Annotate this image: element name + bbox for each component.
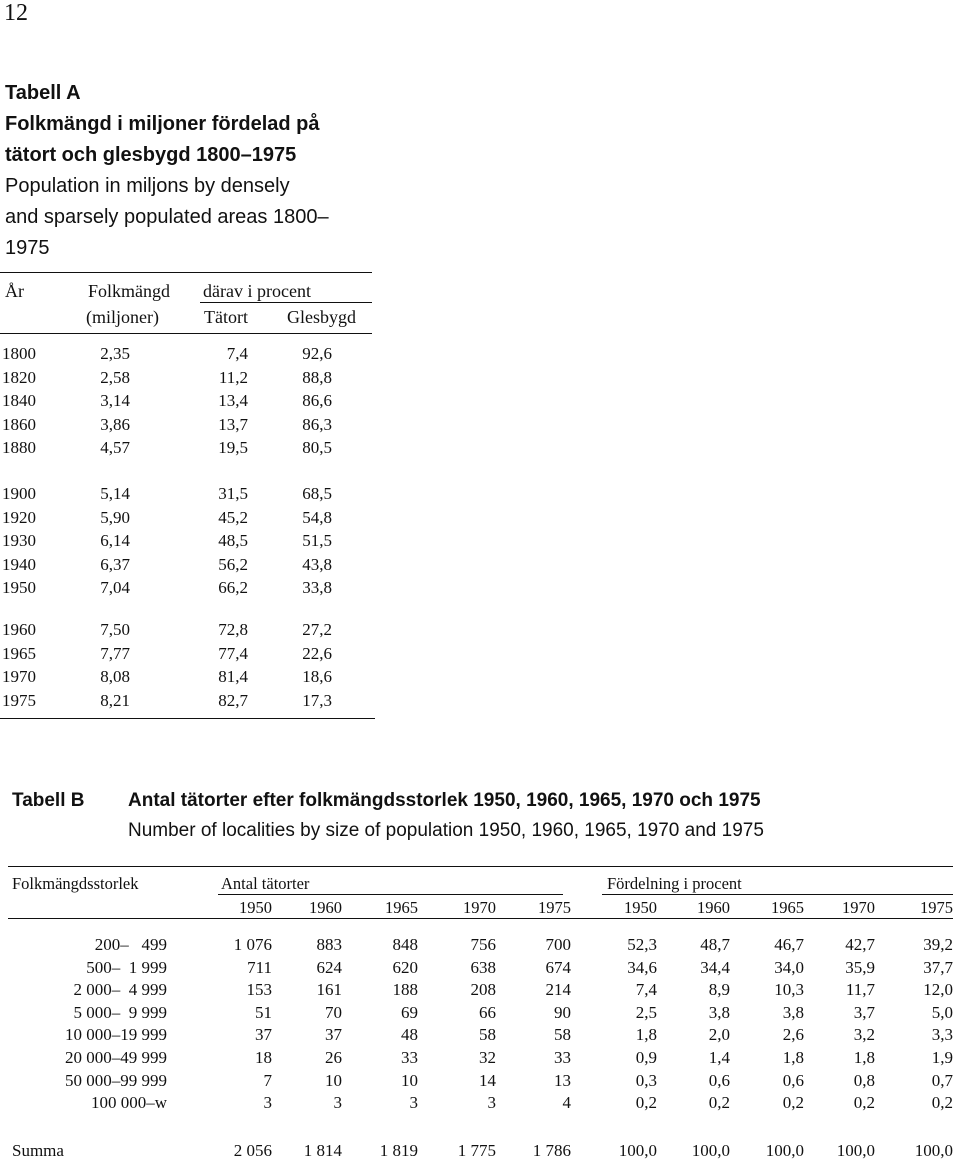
cell-population: 3,86 bbox=[100, 414, 130, 434]
cell-year: 1940 bbox=[2, 554, 36, 574]
header-share-group: Fördelning i procent bbox=[607, 874, 742, 893]
cell-count: 26 bbox=[325, 1048, 342, 1067]
cell-count: 208 bbox=[470, 980, 496, 1000]
header-percent-group: därav i procent bbox=[203, 281, 311, 301]
cell-population: 6,14 bbox=[100, 531, 130, 550]
table-a-group-rule bbox=[200, 302, 372, 303]
cell-urban: 81,4 bbox=[218, 667, 248, 686]
cell-share: 2,5 bbox=[635, 1002, 657, 1022]
table-b-header-rule bbox=[8, 918, 953, 919]
cell-share: 100,0 bbox=[691, 1141, 730, 1160]
cell-count: 37 bbox=[255, 1025, 272, 1045]
cell-share: 100,0 bbox=[914, 1141, 953, 1160]
row-size: 100 000–w bbox=[90, 1093, 167, 1113]
cell-population: 5,14 bbox=[100, 484, 130, 503]
table-b-title-sv: Antal tätorter efter folkmängdsstorlek 1950, 1960, 1965, 1970 och 1975 bbox=[128, 790, 761, 811]
cell-share: 2,0 bbox=[708, 1025, 730, 1045]
cell-year: 1960 bbox=[2, 620, 36, 639]
cell-count: 10 bbox=[325, 1070, 342, 1090]
cell-count: 620 bbox=[392, 957, 418, 977]
header-year-count: 1960 bbox=[309, 898, 342, 917]
cell-count: 3 bbox=[487, 1093, 496, 1113]
cell-share: 0,3 bbox=[635, 1070, 657, 1090]
cell-urban: 7,4 bbox=[226, 344, 248, 363]
cell-share: 100,0 bbox=[765, 1141, 804, 1160]
cell-population: 8,21 bbox=[100, 690, 130, 710]
table-a-title-sv: tätort och glesbygd 1800–1975 bbox=[5, 144, 297, 166]
cell-year: 1900 bbox=[2, 484, 36, 503]
cell-count: 3 bbox=[409, 1093, 418, 1113]
table-a-top-rule bbox=[0, 272, 372, 273]
header-rural: Glesbygd bbox=[287, 307, 356, 327]
cell-count: 32 bbox=[479, 1048, 496, 1067]
cell-share: 0,6 bbox=[708, 1070, 730, 1090]
cell-share: 3,3 bbox=[931, 1025, 953, 1045]
cell-rural: 33,8 bbox=[302, 578, 332, 597]
cell-share: 37,7 bbox=[923, 957, 953, 977]
row-size: 2 000– 4 999 bbox=[73, 980, 167, 1000]
header-population-unit: (miljoner) bbox=[86, 307, 159, 327]
cell-population: 4,57 bbox=[100, 438, 130, 457]
header-year-share: 1965 bbox=[771, 898, 804, 917]
page-number: 12 bbox=[4, 0, 28, 26]
cell-share: 34,0 bbox=[774, 957, 804, 977]
cell-count: 4 bbox=[562, 1093, 571, 1113]
table-b-label: Tabell B bbox=[12, 790, 85, 811]
cell-rural: 43,8 bbox=[302, 554, 332, 574]
cell-year: 1970 bbox=[2, 667, 36, 686]
cell-rural: 68,5 bbox=[302, 484, 332, 503]
cell-share: 2,6 bbox=[782, 1025, 804, 1045]
header-count-group: Antal tätorter bbox=[221, 874, 310, 893]
cell-count: 214 bbox=[545, 980, 571, 1000]
table-a-title-en: Population in miljons by densely bbox=[5, 175, 290, 197]
row-size: 10 000–19 999 bbox=[65, 1025, 167, 1045]
cell-share: 1,8 bbox=[782, 1048, 804, 1067]
table-a-title-en: 1975 bbox=[5, 237, 50, 259]
cell-count: 51 bbox=[255, 1002, 272, 1022]
cell-share: 11,7 bbox=[845, 980, 875, 1000]
cell-count: 161 bbox=[316, 980, 342, 1000]
cell-rural: 86,3 bbox=[302, 414, 332, 434]
cell-count: 58 bbox=[554, 1025, 571, 1045]
cell-count: 2 056 bbox=[233, 1141, 272, 1160]
cell-share: 1,9 bbox=[931, 1048, 953, 1067]
cell-rural: 80,5 bbox=[302, 438, 332, 457]
cell-count: 848 bbox=[392, 935, 418, 954]
cell-count: 1 814 bbox=[303, 1141, 342, 1160]
cell-population: 6,37 bbox=[100, 554, 130, 574]
cell-urban: 77,4 bbox=[218, 643, 248, 663]
cell-population: 7,50 bbox=[100, 620, 130, 639]
table-a-heading bbox=[5, 78, 385, 264]
cell-count: 13 bbox=[554, 1070, 571, 1090]
cell-rural: 86,6 bbox=[302, 391, 332, 410]
cell-year: 1840 bbox=[2, 391, 36, 410]
header-year-count: 1975 bbox=[538, 898, 571, 917]
row-size: 200– 499 bbox=[94, 935, 167, 954]
cell-count: 638 bbox=[470, 957, 496, 977]
cell-share: 0,7 bbox=[931, 1070, 953, 1090]
row-size: 50 000–99 999 bbox=[65, 1070, 167, 1090]
cell-urban: 72,8 bbox=[218, 620, 248, 639]
header-year-share: 1950 bbox=[624, 898, 657, 917]
cell-share: 42,7 bbox=[845, 935, 875, 954]
cell-count: 7 bbox=[263, 1070, 272, 1090]
cell-year: 1920 bbox=[2, 507, 36, 527]
cell-rural: 18,6 bbox=[302, 667, 332, 686]
cell-share: 3,7 bbox=[853, 1002, 875, 1022]
cell-population: 7,04 bbox=[100, 578, 130, 597]
cell-count: 883 bbox=[316, 935, 342, 954]
header-year-share: 1975 bbox=[920, 898, 953, 917]
cell-count: 33 bbox=[401, 1048, 418, 1067]
header-year-count: 1950 bbox=[239, 898, 272, 917]
cell-count: 58 bbox=[479, 1025, 496, 1045]
cell-share: 46,7 bbox=[774, 935, 804, 954]
cell-share: 34,4 bbox=[700, 957, 730, 977]
cell-count: 33 bbox=[554, 1048, 571, 1067]
header-year: År bbox=[5, 281, 24, 301]
cell-count: 48 bbox=[401, 1025, 418, 1045]
header-year-count: 1965 bbox=[385, 898, 418, 917]
cell-rural: 22,6 bbox=[302, 643, 332, 663]
cell-share: 0,2 bbox=[708, 1093, 730, 1113]
cell-share: 100,0 bbox=[618, 1141, 657, 1160]
cell-share: 8,9 bbox=[708, 980, 730, 1000]
cell-share: 0,2 bbox=[635, 1093, 657, 1113]
cell-share: 3,8 bbox=[708, 1002, 730, 1022]
cell-count: 756 bbox=[470, 935, 496, 954]
cell-share: 5,0 bbox=[931, 1002, 953, 1022]
header-size: Folkmängdsstorlek bbox=[12, 874, 139, 893]
table-b-share-group-rule bbox=[602, 894, 953, 895]
cell-rural: 54,8 bbox=[302, 507, 332, 527]
cell-share: 1,4 bbox=[708, 1048, 730, 1067]
cell-share: 3,8 bbox=[782, 1002, 804, 1022]
header-year-share: 1970 bbox=[842, 898, 875, 917]
cell-share: 3,2 bbox=[853, 1025, 875, 1045]
cell-count: 3 bbox=[333, 1093, 342, 1113]
cell-share: 7,4 bbox=[635, 980, 657, 1000]
table-a-bottom-rule bbox=[0, 718, 375, 719]
cell-count: 153 bbox=[246, 980, 272, 1000]
cell-population: 7,77 bbox=[100, 643, 130, 663]
header-urban: Tätort bbox=[204, 307, 248, 327]
table-b-count-group-rule bbox=[218, 894, 563, 895]
cell-share: 1,8 bbox=[853, 1048, 875, 1067]
cell-count: 624 bbox=[316, 957, 342, 977]
cell-share: 39,2 bbox=[923, 935, 953, 954]
cell-count: 66 bbox=[479, 1002, 496, 1022]
row-label: Summa bbox=[12, 1141, 64, 1160]
header-population: Folkmängd bbox=[88, 281, 171, 301]
table-a-label: Tabell A bbox=[5, 82, 81, 104]
cell-population: 3,14 bbox=[100, 391, 130, 410]
cell-population: 2,58 bbox=[100, 367, 130, 387]
table-a-header-rule bbox=[0, 333, 372, 334]
cell-urban: 11,2 bbox=[218, 367, 248, 387]
cell-count: 37 bbox=[325, 1025, 342, 1045]
header-year-count: 1970 bbox=[463, 898, 496, 917]
cell-share: 35,9 bbox=[845, 957, 875, 977]
cell-count: 1 819 bbox=[379, 1141, 418, 1160]
cell-urban: 13,4 bbox=[218, 391, 248, 410]
cell-urban: 66,2 bbox=[218, 578, 248, 597]
cell-year: 1860 bbox=[2, 414, 36, 434]
cell-urban: 13,7 bbox=[218, 414, 248, 434]
cell-share: 0,2 bbox=[782, 1093, 804, 1113]
cell-count: 3 bbox=[263, 1093, 272, 1113]
cell-count: 10 bbox=[401, 1070, 418, 1090]
cell-urban: 45,2 bbox=[218, 507, 248, 527]
cell-population: 8,08 bbox=[100, 667, 130, 686]
cell-share: 48,7 bbox=[700, 935, 730, 954]
row-size: 20 000–49 999 bbox=[65, 1048, 167, 1067]
cell-rural: 88,8 bbox=[302, 367, 332, 387]
cell-year: 1820 bbox=[2, 367, 36, 387]
cell-share: 1,8 bbox=[635, 1025, 657, 1045]
table-a-header bbox=[0, 281, 375, 341]
cell-rural: 92,6 bbox=[302, 344, 332, 363]
cell-urban: 82,7 bbox=[218, 690, 248, 710]
cell-year: 1965 bbox=[2, 643, 36, 663]
cell-count: 1 775 bbox=[457, 1141, 496, 1160]
cell-count: 18 bbox=[255, 1048, 272, 1067]
cell-count: 674 bbox=[545, 957, 571, 977]
cell-urban: 56,2 bbox=[218, 554, 248, 574]
cell-share: 0,9 bbox=[635, 1048, 657, 1067]
cell-count: 1 076 bbox=[233, 935, 272, 954]
header-year-share: 1960 bbox=[697, 898, 730, 917]
cell-share: 10,3 bbox=[774, 980, 804, 1000]
cell-count: 69 bbox=[401, 1002, 418, 1022]
cell-count: 1 786 bbox=[532, 1141, 571, 1160]
table-b-title-en: Number of localities by size of population 1950, 1960, 1965, 1970 and 1975 bbox=[128, 820, 764, 841]
cell-share: 34,6 bbox=[627, 957, 657, 977]
cell-urban: 31,5 bbox=[218, 484, 248, 503]
cell-share: 0,2 bbox=[931, 1093, 953, 1113]
row-size: 5 000– 9 999 bbox=[73, 1002, 167, 1022]
cell-count: 711 bbox=[247, 957, 272, 977]
cell-rural: 51,5 bbox=[302, 531, 332, 550]
cell-urban: 19,5 bbox=[218, 438, 248, 457]
cell-count: 188 bbox=[392, 980, 418, 1000]
cell-count: 70 bbox=[325, 1002, 342, 1022]
table-a-title-sv: Folkmängd i miljoner fördelad på bbox=[5, 113, 320, 135]
cell-share: 100,0 bbox=[836, 1141, 875, 1160]
cell-year: 1975 bbox=[2, 690, 36, 710]
cell-share: 52,3 bbox=[627, 935, 657, 954]
cell-share: 0,2 bbox=[853, 1093, 875, 1113]
cell-year: 1950 bbox=[2, 578, 36, 597]
cell-count: 14 bbox=[479, 1070, 496, 1090]
cell-share: 0,6 bbox=[782, 1070, 804, 1090]
cell-year: 1800 bbox=[2, 344, 36, 363]
cell-urban: 48,5 bbox=[218, 531, 248, 550]
table-b-top-rule bbox=[8, 866, 953, 867]
cell-population: 2,35 bbox=[100, 344, 130, 363]
cell-share: 0,8 bbox=[853, 1070, 875, 1090]
cell-rural: 17,3 bbox=[302, 690, 332, 710]
cell-rural: 27,2 bbox=[302, 620, 332, 639]
cell-year: 1930 bbox=[2, 531, 36, 550]
cell-share: 12,0 bbox=[923, 980, 953, 1000]
table-a-title-en: and sparsely populated areas 1800– bbox=[5, 206, 329, 228]
cell-count: 90 bbox=[554, 1002, 571, 1022]
cell-count: 700 bbox=[545, 935, 571, 954]
row-size: 500– 1 999 bbox=[86, 957, 167, 977]
cell-population: 5,90 bbox=[100, 507, 130, 527]
cell-year: 1880 bbox=[2, 438, 36, 457]
